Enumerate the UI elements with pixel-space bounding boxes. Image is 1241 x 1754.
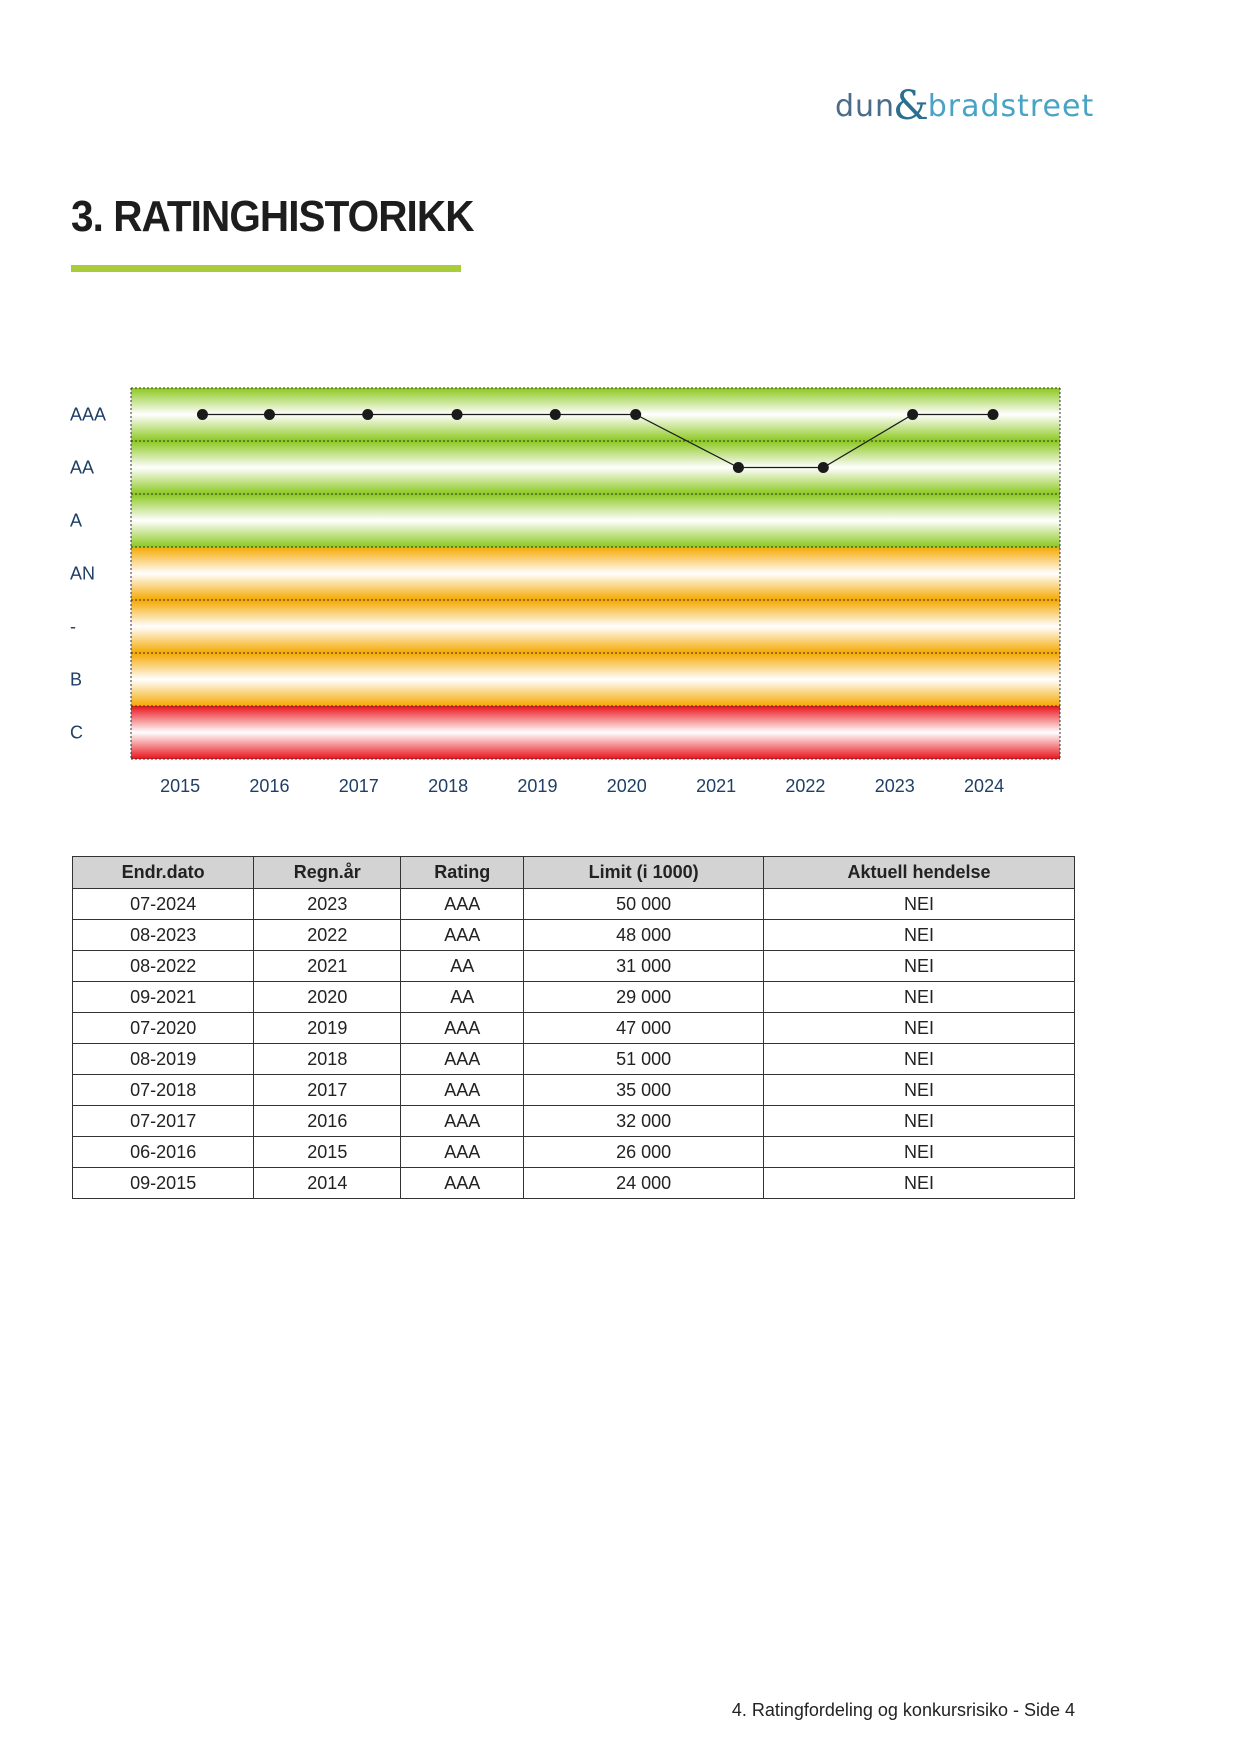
- rating-history-chart: [60, 380, 1070, 810]
- table-row: [73, 889, 1075, 920]
- cell-rating: AAA: [401, 889, 524, 920]
- data-point: [988, 409, 999, 420]
- y-tick-label: AA: [70, 457, 95, 478]
- rating-band-an: [131, 547, 1060, 600]
- data-point: [630, 409, 641, 420]
- data-point: [452, 409, 463, 420]
- cell-limit: 51 000: [524, 1044, 764, 1075]
- cell-aktuell-hendelse: NEI: [763, 982, 1074, 1013]
- cell-aktuell-hendelse: NEI: [763, 889, 1074, 920]
- cell-endr-dato: 08-2019: [73, 1044, 254, 1075]
- y-tick-label: -: [70, 616, 76, 637]
- cell-endr-dato: 09-2021: [73, 982, 254, 1013]
- data-point: [550, 409, 561, 420]
- data-point: [818, 462, 829, 473]
- data-point: [197, 409, 208, 420]
- cell-aktuell-hendelse: NEI: [763, 1044, 1074, 1075]
- cell-regn-ar: 2021: [254, 951, 401, 982]
- x-tick-label: 2019: [517, 776, 558, 796]
- cell-regn-ar: 2019: [254, 1013, 401, 1044]
- cell-limit: 29 000: [524, 982, 764, 1013]
- cell-endr-dato: 07-2018: [73, 1075, 254, 1106]
- column-header-endr-dato: Endr.dato: [73, 857, 254, 889]
- x-tick-label: 2023: [874, 776, 915, 796]
- y-tick-label: AN: [70, 563, 96, 584]
- cell-regn-ar: 2015: [254, 1137, 401, 1168]
- cell-aktuell-hendelse: NEI: [763, 1168, 1074, 1199]
- rating-band-a: [131, 494, 1060, 547]
- table-row: [73, 1106, 1075, 1137]
- dun-bradstreet-logo: [835, 80, 1095, 130]
- page-title: 3. RATINGHISTORIKK: [71, 192, 474, 241]
- cell-limit: 35 000: [524, 1075, 764, 1106]
- x-tick-label: 2022: [785, 776, 826, 796]
- column-header-regn-ar: Regn.år: [254, 857, 401, 889]
- cell-aktuell-hendelse: NEI: [763, 920, 1074, 951]
- cell-regn-ar: 2023: [254, 889, 401, 920]
- cell-regn-ar: 2014: [254, 1168, 401, 1199]
- logo-ampersand: &: [893, 83, 930, 129]
- cell-aktuell-hendelse: NEI: [763, 1106, 1074, 1137]
- x-tick-label: 2020: [606, 776, 647, 796]
- column-header-aktuell-hendelse: Aktuell hendelse: [763, 857, 1074, 889]
- cell-endr-dato: 08-2022: [73, 951, 254, 982]
- y-tick-label: B: [70, 669, 83, 690]
- cell-endr-dato: 07-2017: [73, 1106, 254, 1137]
- cell-limit: 50 000: [524, 889, 764, 920]
- data-point: [362, 409, 373, 420]
- logo-text-dun: dun: [835, 89, 896, 124]
- y-tick-label: A: [70, 510, 83, 531]
- x-tick-label: 2024: [964, 776, 1005, 796]
- rating-band-dash: [131, 600, 1060, 653]
- cell-rating: AAA: [401, 1075, 524, 1106]
- table-header-row: [73, 857, 1075, 889]
- cell-limit: 31 000: [524, 951, 764, 982]
- table-row: [73, 982, 1075, 1013]
- column-header-rating: Rating: [401, 857, 524, 889]
- cell-aktuell-hendelse: NEI: [763, 1137, 1074, 1168]
- cell-rating: AAA: [401, 920, 524, 951]
- data-point: [733, 462, 744, 473]
- table-row: [73, 951, 1075, 982]
- table-row: [73, 1168, 1075, 1199]
- cell-endr-dato: 07-2020: [73, 1013, 254, 1044]
- cell-aktuell-hendelse: NEI: [763, 1013, 1074, 1044]
- cell-limit: 48 000: [524, 920, 764, 951]
- cell-regn-ar: 2017: [254, 1075, 401, 1106]
- cell-limit: 26 000: [524, 1137, 764, 1168]
- column-header-limit: Limit (i 1000): [524, 857, 764, 889]
- cell-endr-dato: 09-2015: [73, 1168, 254, 1199]
- cell-rating: AAA: [401, 1168, 524, 1199]
- cell-aktuell-hendelse: NEI: [763, 951, 1074, 982]
- rating-history-table: [72, 856, 1075, 1199]
- cell-endr-dato: 06-2016: [73, 1137, 254, 1168]
- rating-band-aa: [131, 441, 1060, 494]
- cell-aktuell-hendelse: NEI: [763, 1075, 1074, 1106]
- cell-limit: 47 000: [524, 1013, 764, 1044]
- cell-regn-ar: 2022: [254, 920, 401, 951]
- x-tick-label: 2018: [428, 776, 469, 796]
- table-row: [73, 1075, 1075, 1106]
- data-point: [264, 409, 275, 420]
- logo-text-bradstreet: bradstreet: [927, 89, 1095, 124]
- cell-limit: 24 000: [524, 1168, 764, 1199]
- table-row: [73, 1044, 1075, 1075]
- cell-rating: AAA: [401, 1013, 524, 1044]
- x-tick-label: 2015: [160, 776, 201, 796]
- cell-rating: AAA: [401, 1106, 524, 1137]
- table-row: [73, 1013, 1075, 1044]
- cell-rating: AA: [401, 982, 524, 1013]
- x-tick-label: 2016: [249, 776, 290, 796]
- x-tick-label: 2021: [696, 776, 737, 796]
- cell-regn-ar: 2018: [254, 1044, 401, 1075]
- cell-limit: 32 000: [524, 1106, 764, 1137]
- page-footer: 4. Ratingfordeling og konkursrisiko - Side 4: [731, 1700, 1075, 1720]
- cell-regn-ar: 2016: [254, 1106, 401, 1137]
- x-tick-label: 2017: [338, 776, 379, 796]
- y-tick-label: AAA: [70, 404, 107, 425]
- cell-endr-dato: 08-2023: [73, 920, 254, 951]
- table-row: [73, 1137, 1075, 1168]
- data-point: [907, 409, 918, 420]
- rating-band-c: [131, 706, 1060, 759]
- cell-regn-ar: 2020: [254, 982, 401, 1013]
- table-row: [73, 920, 1075, 951]
- cell-rating: AAA: [401, 1137, 524, 1168]
- cell-rating: AAA: [401, 1044, 524, 1075]
- cell-endr-dato: 07-2024: [73, 889, 254, 920]
- title-underline: [71, 265, 461, 272]
- cell-rating: AA: [401, 951, 524, 982]
- y-tick-label: C: [70, 722, 83, 743]
- rating-band-b: [131, 653, 1060, 706]
